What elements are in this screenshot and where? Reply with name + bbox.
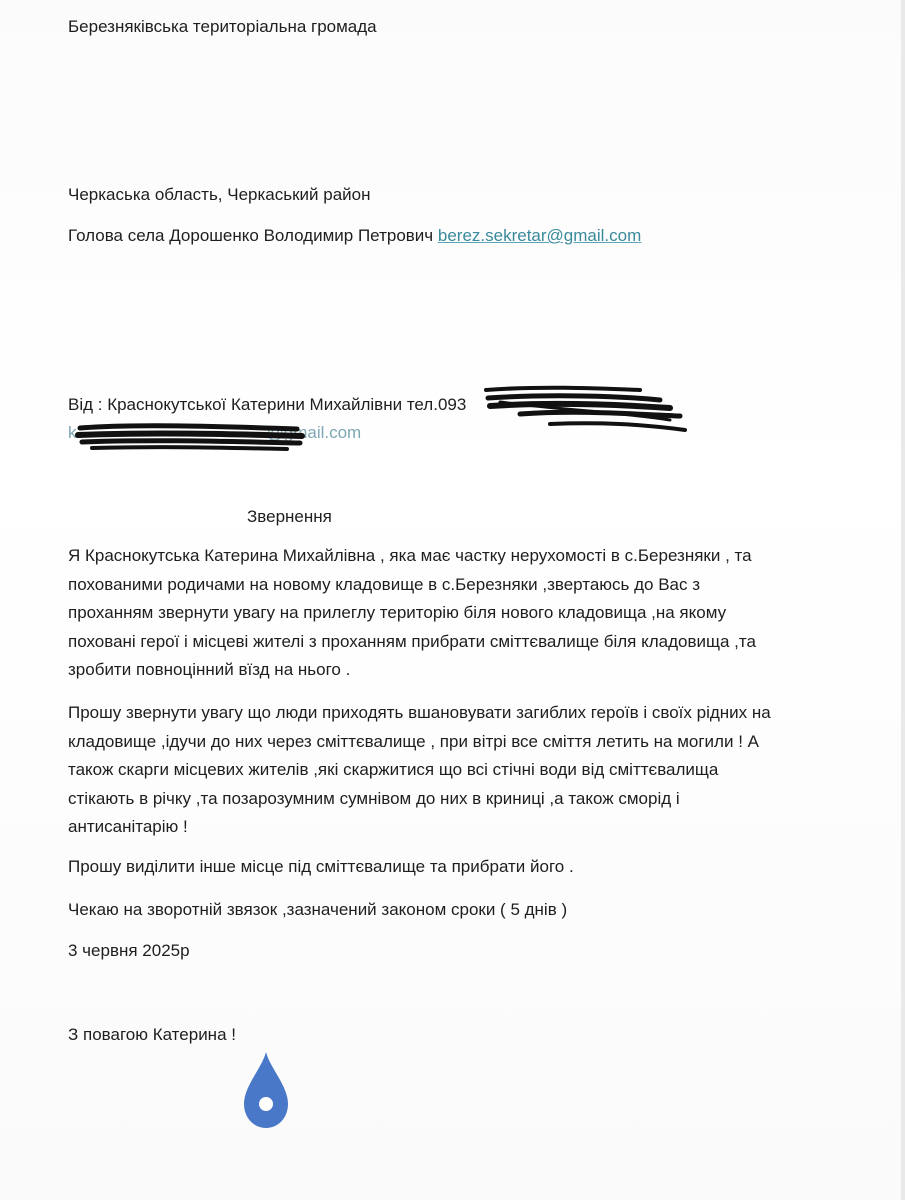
sender-line — [68, 394, 466, 416]
sender-phone-partial: 093 — [437, 395, 467, 414]
page-edge — [901, 0, 905, 1200]
sender-name: Від : Краснокутської Катерини Михайлівни тел. — [68, 395, 438, 414]
community-name: Березняківська територіальна громада — [68, 17, 377, 36]
document-title: Звернення — [247, 507, 332, 526]
paragraph-4: Чекаю на зворотній звязок ,зазначений законом сроки ( 5 днів ) — [68, 900, 568, 919]
paragraph-2-line: кладовище ,ідучи до них через сміттєвалище , при вітрі все сміття летить на могили ! А — [68, 731, 759, 751]
paragraph-2-line: Прошу звернути увагу що люди приходять вшановувати загиблих героїв і своїх рідних на — [68, 703, 771, 722]
paragraph-2-line: стікають в річку ,та позарозумним сумнівом до них в криниці ,а також сморід і — [68, 788, 680, 808]
region-line: Черкаська область, Черкаський район — [68, 185, 371, 204]
phone-redaction-scribble — [480, 384, 695, 440]
paragraph-1-line: Я Краснокутська Катерина Михайлівна , яка має частку нерухомості в с.Березняки , та — [68, 546, 752, 565]
paragraph-1-line: зробити повноцінний вїзд на нього . — [68, 660, 351, 679]
paragraph-2 — [68, 699, 873, 842]
village-head-email-link[interactable]: berez.sekretar@gmail.com — [437, 226, 642, 245]
sender-email-tail: @gmail.com — [266, 423, 362, 442]
paragraph-1-line: поховані герої і місцеві жителі з проханням прибрати сміттєвалище біля кладовища ,та — [68, 631, 756, 651]
paragraph-3: Прошу виділити інше місце під сміттєвалище та прибрати його . — [68, 857, 574, 876]
paragraph-2-line: антисанітарію ! — [68, 817, 188, 836]
email-redaction-scribble — [72, 420, 312, 454]
village-head-line — [68, 225, 641, 247]
paragraph-1-line: проханням звернути увагу на прилеглу територію біля нового кладовища ,на якому — [68, 603, 727, 622]
letter-date: 3 червня 2025р — [68, 941, 190, 960]
closing-signature: З повагою Катерина ! — [68, 1025, 236, 1044]
village-head-name: Голова села Дорошенко Володимир Петрович — [68, 226, 438, 245]
sender-email-start: k — [68, 423, 77, 442]
water-drop-icon — [240, 1050, 292, 1130]
paragraph-1 — [68, 542, 873, 685]
paragraph-2-line: також скарги місцевих жителів ,які скаржитися що всі стічні води від сміттєвалища — [68, 760, 719, 779]
paragraph-1-line: похованими родичами на новому кладовище в с.Березняки ,звертаюсь до Вас з — [68, 574, 701, 594]
